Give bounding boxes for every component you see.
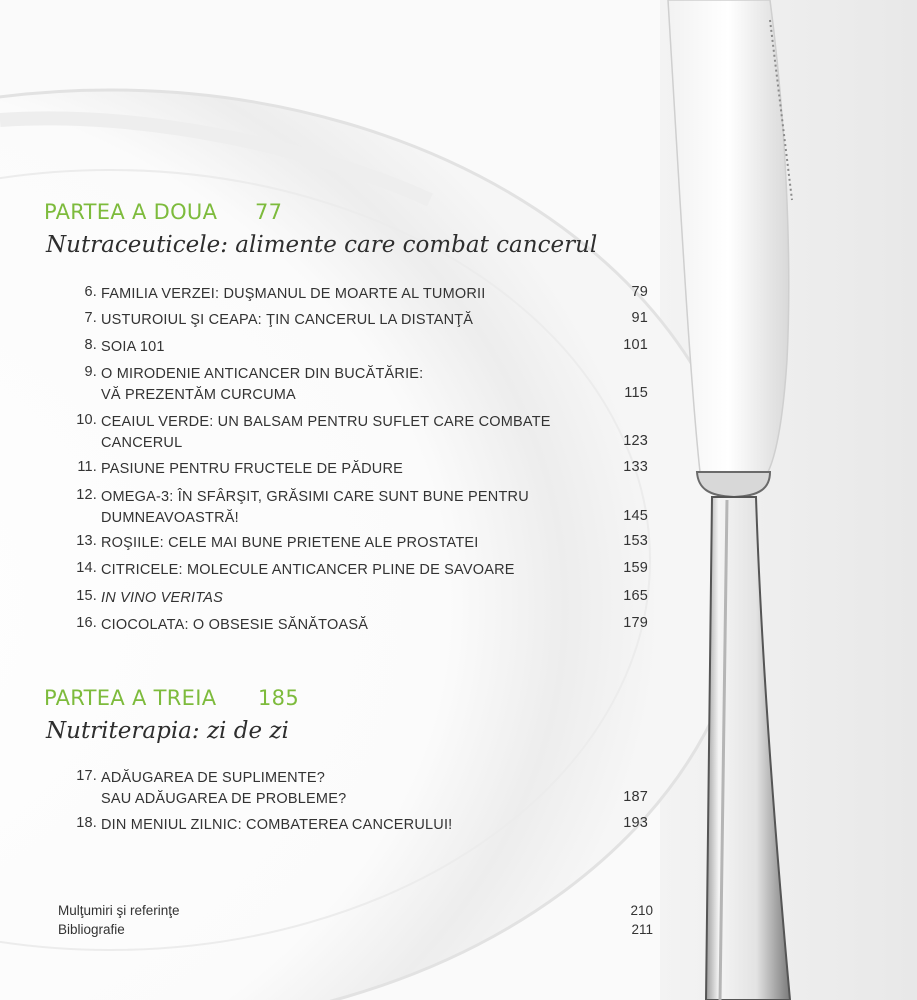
chapter-title-line: ADĂUGAREA DE SUPLIMENTE?	[101, 770, 325, 786]
chapter-page-number: 165	[623, 588, 648, 604]
back-matter-entry[interactable]	[58, 922, 653, 937]
chapter-title	[101, 337, 601, 358]
chapter-page-number: 187	[623, 789, 648, 805]
chapter-title-line: OMEGA-3: ÎN SFÂRŞIT, GRĂSIMI CARE SUNT BUNE PENTRU	[101, 489, 529, 505]
part-page-number: 185	[258, 686, 299, 710]
chapter-title-line: DIN MENIUL ZILNIC: COMBATEREA CANCERULUI!	[101, 817, 453, 833]
chapter-number: 16.	[76, 615, 97, 631]
chapter-title	[101, 487, 601, 529]
chapter-page-number: 101	[623, 337, 648, 353]
part-subtitle: Nutriterapia: zi de zi	[46, 718, 289, 744]
chapter-title-line: USTUROIUL ŞI CEAPA: ŢIN CANCERUL LA DISTANŢĂ	[101, 312, 474, 328]
chapter-number: 10.	[76, 412, 97, 428]
chapter-title-line: PASIUNE PENTRU FRUCTELE DE PĂDURE	[101, 461, 404, 477]
chapter-title-line: CIOCOLATA: O OBSESIE SĂNĂTOASĂ	[101, 617, 369, 633]
chapter-page-number: 193	[623, 815, 648, 831]
part-label: PARTEA A TREIA	[44, 686, 217, 710]
chapter-title	[101, 284, 601, 305]
part-subtitle: Nutraceuticele: alimente care combat cancerul	[46, 232, 598, 258]
chapter-title-line: FAMILIA VERZEI: DUŞMANUL DE MOARTE AL TUMORII	[101, 286, 486, 302]
chapter-title	[101, 459, 601, 480]
chapter-number: 6.	[84, 284, 97, 300]
chapter-title	[101, 412, 601, 454]
chapter-page-number: 123	[623, 433, 648, 449]
chapter-page-number: 79	[631, 284, 648, 300]
chapter-title	[101, 815, 601, 836]
back-matter-page-number: 210	[630, 903, 653, 918]
chapter-title-line: ROŞIILE: CELE MAI BUNE PRIETENE ALE PROSTATEI	[101, 535, 479, 551]
chapter-page-number: 133	[623, 459, 648, 475]
back-matter-label: Bibliografie	[58, 922, 125, 937]
part-heading	[44, 200, 283, 224]
chapter-title-line: CITRICELE: MOLECULE ANTICANCER PLINE DE SAVOARE	[101, 562, 515, 578]
chapter-title-line: DUMNEAVOASTRĂ!	[101, 510, 239, 526]
chapter-page-number: 159	[623, 560, 648, 576]
chapter-title	[101, 533, 601, 554]
chapter-number: 12.	[76, 487, 97, 503]
chapter-page-number: 153	[623, 533, 648, 549]
chapter-number: 13.	[76, 533, 97, 549]
chapter-number: 17.	[76, 768, 97, 784]
chapter-title-line: VĂ PREZENTĂM CURCUMA	[101, 387, 296, 403]
chapter-title	[101, 588, 601, 609]
chapter-title-line: CANCERUL	[101, 435, 183, 451]
chapter-title-line: SOIA 101	[101, 339, 165, 355]
back-matter-entry[interactable]	[58, 903, 653, 918]
chapter-number: 7.	[84, 310, 97, 326]
chapter-number: 8.	[84, 337, 97, 353]
chapter-title-line: CEAIUL VERDE: UN BALSAM PENTRU SUFLET CARE COMBATE	[101, 414, 551, 430]
chapter-number: 18.	[76, 815, 97, 831]
chapter-page-number: 179	[623, 615, 648, 631]
chapter-page-number: 145	[623, 508, 648, 524]
chapter-title	[101, 560, 601, 581]
chapter-title	[101, 364, 601, 406]
back-matter-label: Mulţumiri şi referinţe	[58, 903, 180, 918]
chapter-page-number: 91	[631, 310, 648, 326]
chapter-number: 11.	[77, 459, 97, 475]
chapter-number: 15.	[76, 588, 97, 604]
chapter-title	[101, 768, 601, 810]
chapter-title-line: IN VINO VERITAS	[101, 590, 223, 606]
chapter-page-number: 115	[624, 385, 648, 401]
part-page-number: 77	[255, 200, 283, 224]
chapter-title-line: SAU ADĂUGAREA DE PROBLEME?	[101, 791, 347, 807]
back-matter-page-number: 211	[631, 922, 653, 937]
chapter-title	[101, 615, 601, 636]
chapter-number: 9.	[84, 364, 97, 380]
part-label: PARTEA A DOUA	[44, 200, 218, 224]
chapter-title	[101, 310, 601, 331]
chapter-title-line: O MIRODENIE ANTICANCER DIN BUCĂTĂRIE:	[101, 366, 424, 382]
part-heading	[44, 686, 299, 710]
chapter-number: 14.	[76, 560, 97, 576]
